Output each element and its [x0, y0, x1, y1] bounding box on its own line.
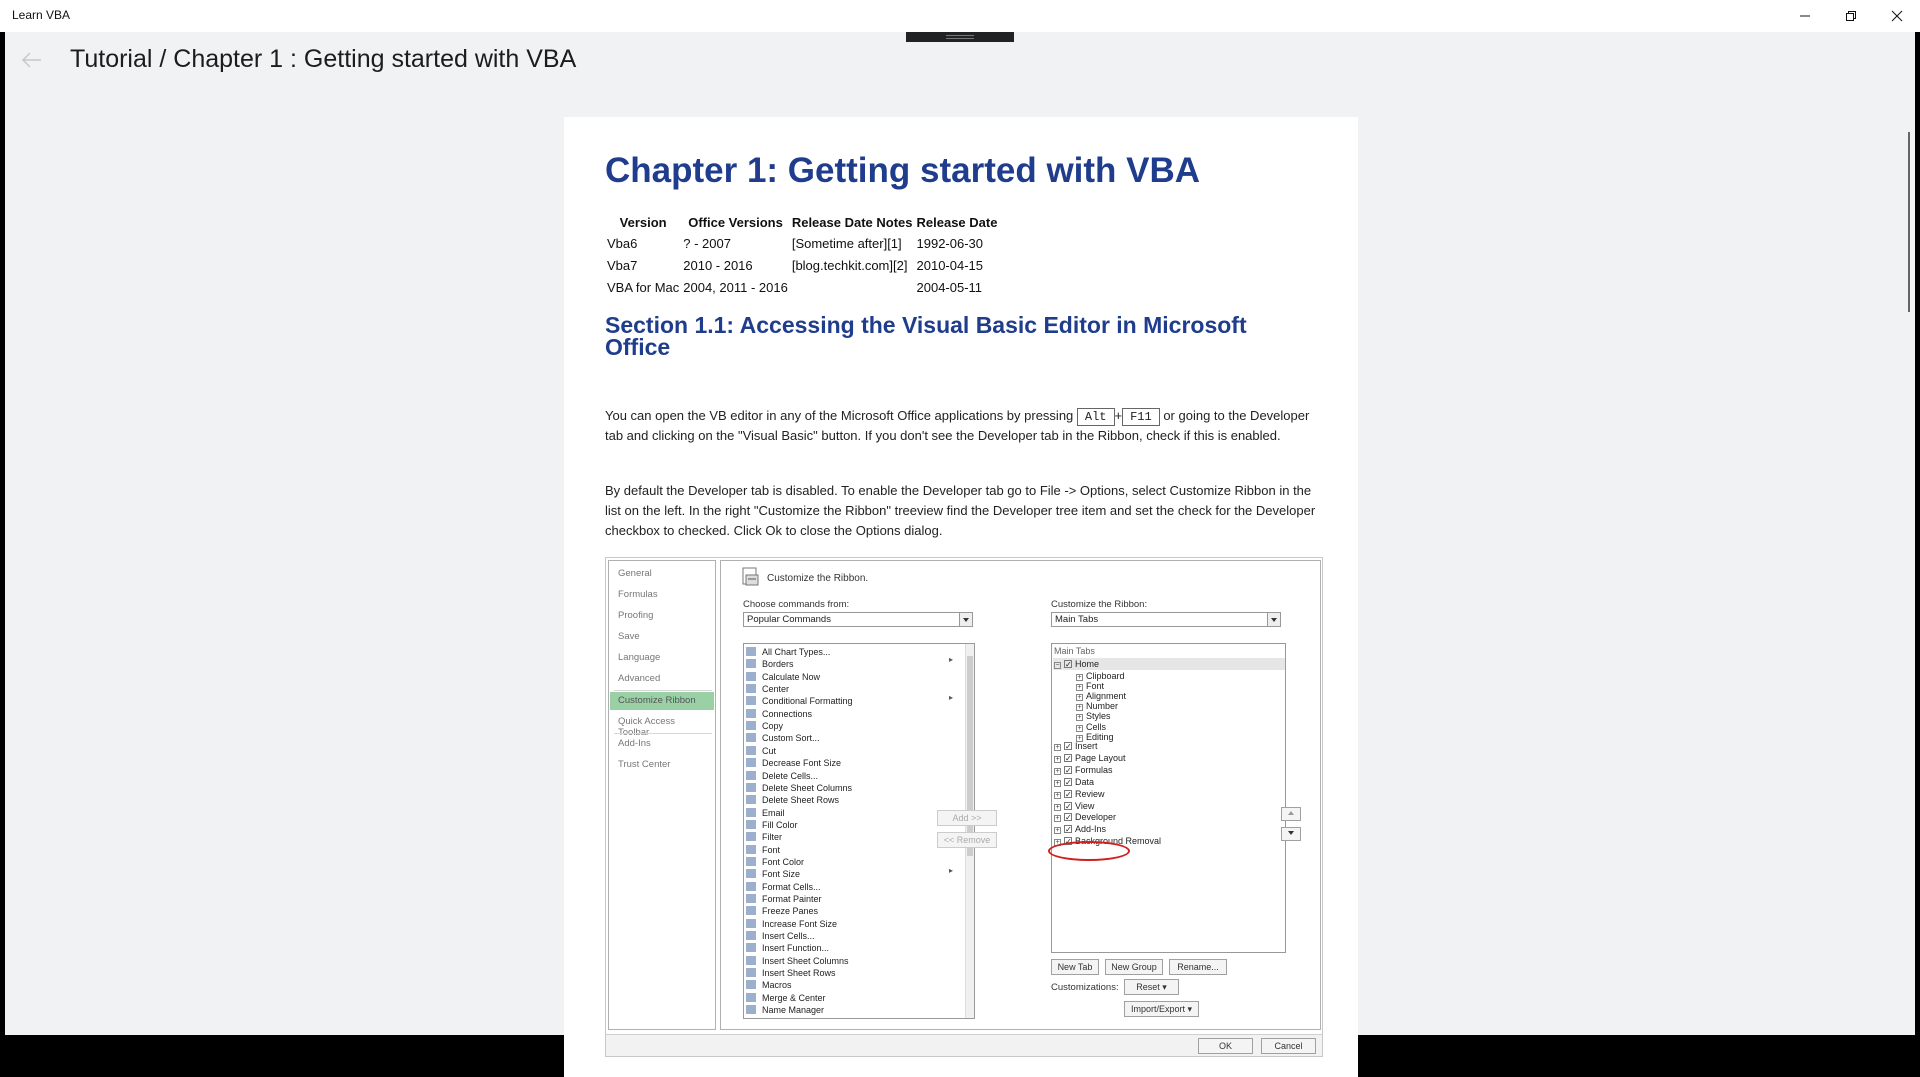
customize-ribbon-label: Customize the Ribbon: [1051, 599, 1148, 610]
command-icon [746, 857, 756, 866]
tree-label: Formulas [1075, 764, 1113, 775]
customize-ribbon-pane [720, 560, 1321, 1030]
ribbon-tree[interactable] [1051, 643, 1286, 953]
table-cell: 2010-04-15 [916, 257, 983, 273]
command-list-item[interactable] [746, 732, 946, 744]
category-item: Trust Center [618, 759, 671, 770]
command-icon [746, 956, 756, 965]
category-item: Advanced [618, 673, 661, 684]
expand-icon: + [1077, 684, 1082, 692]
commands-scrollbar[interactable] [965, 644, 974, 1018]
chevron-down-icon [959, 613, 972, 626]
new-tab-button[interactable]: New Tab [1051, 959, 1099, 975]
command-list-item[interactable] [746, 992, 946, 1004]
category-item: Quick Access [618, 716, 676, 727]
checkbox-checked[interactable]: ✓ [1065, 765, 1072, 775]
command-icon [746, 869, 756, 878]
column-header: Office Versions [688, 215, 783, 230]
expand-icon: + [1055, 791, 1060, 799]
checkbox-checked[interactable]: ✓ [1065, 801, 1072, 811]
tree-label: Styles [1086, 711, 1111, 722]
expand-icon: + [1077, 704, 1082, 712]
drag-handle-line [946, 38, 974, 39]
remove-button[interactable]: << Remove [937, 832, 997, 848]
command-label: Freeze Panes [762, 906, 819, 917]
chevron-down-icon [1267, 613, 1280, 626]
command-list-item[interactable] [746, 856, 946, 868]
command-label: Decrease Font Size [762, 758, 842, 769]
expand-icon: + [1055, 827, 1060, 835]
tree-tab-item[interactable] [1054, 823, 1106, 835]
tree-tab-item[interactable] [1054, 752, 1126, 764]
command-list-item[interactable] [746, 683, 946, 695]
command-list-item[interactable] [746, 844, 946, 856]
close-button[interactable] [1874, 0, 1920, 32]
customize-ribbon-dropdown[interactable] [1051, 612, 1281, 627]
close-icon [1891, 10, 1903, 22]
choose-commands-label: Choose commands from: [743, 599, 850, 610]
table-cell: Vba7 [607, 257, 638, 273]
command-label: Insert Sheet Columns [762, 955, 849, 966]
title-bar [0, 0, 1920, 32]
breadcrumb: Tutorial / Chapter 1 : Getting started with VBA [70, 45, 577, 73]
tree-tab-item[interactable] [1054, 740, 1098, 752]
customize-ribbon-heading: Customize the Ribbon. [767, 573, 869, 584]
checkbox-checked[interactable]: ✓ [1065, 837, 1072, 847]
command-icon [746, 684, 756, 693]
command-label: Macros [762, 980, 792, 991]
command-icon [746, 943, 756, 952]
tree-tab-item[interactable] [1054, 764, 1113, 776]
command-icon [746, 783, 756, 792]
minimize-icon [1799, 10, 1811, 22]
command-label: Font Color [762, 856, 805, 867]
tree-label: Alignment [1086, 691, 1127, 702]
minimize-button[interactable] [1782, 0, 1828, 32]
drag-handle-line [946, 35, 974, 36]
command-list-item[interactable] [746, 955, 946, 967]
command-label: Merge & Center [762, 992, 826, 1003]
tree-tab-item[interactable] [1054, 811, 1116, 823]
command-label: Copy [762, 721, 784, 732]
tree-header: Main Tabs [1054, 646, 1095, 656]
submenu-arrow-icon: ▸ [949, 655, 954, 664]
command-label: Insert Sheet Rows [762, 968, 836, 979]
command-icon [746, 733, 756, 742]
command-icon [746, 746, 756, 755]
command-list-item[interactable] [746, 905, 946, 917]
command-icon [746, 672, 756, 681]
table-cell: 1992-06-30 [916, 235, 983, 251]
alt-key: Alt [1077, 408, 1115, 426]
command-list-item[interactable] [746, 807, 946, 819]
expand-icon: + [1055, 839, 1060, 847]
command-list-item[interactable] [746, 782, 946, 794]
paragraph-text: You can open the VB editor in any of the Microsoft Office applications by pressing [605, 408, 1077, 423]
command-list-item[interactable] [746, 930, 946, 942]
expand-icon: + [1077, 694, 1082, 702]
command-list-item[interactable] [746, 695, 946, 707]
paragraph-vb-editor [605, 406, 1330, 446]
table-row [605, 232, 999, 254]
command-list-item[interactable] [746, 708, 946, 720]
add-button[interactable]: Add >> [937, 810, 997, 826]
expand-icon: + [1077, 714, 1082, 722]
expand-icon: + [1077, 674, 1082, 681]
command-icon [746, 771, 756, 780]
chapter-heading: Chapter 1: Getting started with VBA [605, 151, 1201, 190]
table-row [605, 254, 999, 276]
tree-tab-item[interactable] [1054, 800, 1094, 812]
restore-icon [1845, 10, 1857, 22]
category-item-selected: Customize Ribbon [610, 692, 714, 710]
command-list-item[interactable] [746, 881, 946, 893]
command-icon [746, 931, 756, 940]
expand-icon: + [1077, 734, 1082, 742]
command-icon [746, 795, 756, 804]
command-list-item[interactable] [746, 868, 946, 880]
tree-label: Data [1075, 776, 1095, 787]
choose-commands-value: Popular Commands [747, 614, 831, 625]
plus-sign: + [1114, 408, 1123, 423]
expand-icon: + [1055, 803, 1060, 811]
arrow-down-icon [1286, 828, 1296, 838]
document-page [564, 117, 1358, 1077]
section-heading: Section 1.1: Accessing the Visual Basic Editor in Microsoft Office [605, 312, 1247, 360]
tree-label: Editing [1086, 731, 1114, 742]
command-label: Delete Sheet Rows [762, 795, 840, 806]
command-list-item[interactable] [746, 967, 946, 979]
move-down-button[interactable] [1281, 827, 1301, 841]
expand-icon: + [1055, 755, 1060, 763]
category-item: Proofing [618, 610, 654, 621]
category-separator [614, 733, 712, 734]
command-icon [746, 993, 756, 1002]
category-item: General [618, 568, 652, 579]
table-cell: 2010 - 2016 [683, 257, 753, 273]
drag-handle[interactable] [906, 32, 1014, 42]
command-list-item[interactable] [746, 819, 946, 831]
command-label: Format Painter [762, 894, 822, 904]
table-row [605, 276, 999, 298]
checkbox-checked[interactable]: ✓ [1065, 777, 1072, 787]
command-icon [746, 808, 756, 817]
tree-label: Page Layout [1075, 752, 1126, 763]
column-header: Version [619, 215, 667, 230]
command-label: Custom Sort... [762, 733, 820, 744]
checkbox-checked[interactable]: ✓ [1065, 753, 1072, 763]
command-list-item[interactable] [746, 770, 946, 782]
command-icon [746, 758, 756, 767]
checkbox-checked[interactable]: ✓ [1065, 789, 1072, 799]
tree-label: Background Removal [1075, 836, 1162, 847]
tree-label: Developer [1075, 812, 1117, 823]
table-cell: 2004-05-11 [916, 279, 983, 295]
paragraph-developer-tab: By default the Developer tab is disabled. To enable the Developer tab go to File -> Options, select Customize Ribbon in the list on the left. In the right "Customize the Ribbon" treeview find the Developer tree item and set the check for the Developer checkbox to checked. Click Ok to close the Options dialog. [605, 483, 1316, 538]
tree-label: View [1075, 800, 1095, 811]
command-list-item[interactable] [746, 646, 946, 658]
submenu-arrow-icon: ▸ [949, 866, 954, 875]
command-label: Connections [762, 708, 813, 719]
table-header-row [605, 213, 999, 232]
command-list-item[interactable] [746, 745, 946, 757]
command-label: Delete Sheet Columns [762, 782, 853, 793]
command-icon [746, 1005, 756, 1014]
command-label: Font [762, 844, 781, 855]
reset-dropdown-button[interactable]: Reset ▾ [1124, 979, 1179, 995]
f11-key: F11 [1122, 408, 1160, 426]
command-label: Insert Function... [762, 943, 830, 954]
expand-icon: + [1055, 767, 1060, 775]
command-label: Conditional Formatting [762, 696, 853, 707]
command-list-item[interactable] [746, 658, 946, 670]
command-label: Fill Color [762, 819, 798, 830]
customize-ribbon-value: Main Tabs [1055, 614, 1099, 625]
command-icon [746, 845, 756, 854]
expand-icon: + [1055, 779, 1060, 787]
command-label: Increase Font Size [762, 918, 838, 929]
submenu-arrow-icon: ▸ [949, 693, 954, 702]
command-icon [746, 721, 756, 730]
command-list-item[interactable] [746, 1004, 946, 1016]
command-icon [746, 696, 756, 705]
tree-label: Font [1086, 681, 1105, 692]
choose-commands-dropdown[interactable] [743, 612, 973, 627]
table-cell: [Sometime after][1] [791, 235, 902, 251]
command-label: Insert Cells... [762, 931, 815, 942]
command-list-item[interactable] [746, 671, 946, 683]
tree-label: Insert [1075, 741, 1098, 751]
table-cell [790, 276, 915, 298]
page-scrollbar[interactable] [1908, 132, 1910, 312]
command-list-item[interactable] [746, 893, 946, 905]
highlight-circle [1048, 841, 1130, 861]
command-label: Borders [762, 659, 794, 670]
expand-icon: + [1055, 815, 1060, 823]
content-frame [5, 32, 1915, 1051]
command-icon [746, 647, 756, 656]
column-header: Release Date Notes [791, 215, 913, 230]
command-list-item[interactable] [746, 979, 946, 991]
command-icon [746, 894, 756, 903]
command-icon [746, 968, 756, 977]
paragraph-text: or going to the Developer tab and clicking on the "Visual Basic" button. If you don't see the Developer tab in the Ribbon, check if this is enabled. [605, 408, 1310, 443]
tree-label: Review [1075, 788, 1105, 799]
scroll-thumb[interactable] [967, 656, 973, 856]
new-group-button[interactable]: New Group [1105, 959, 1163, 975]
back-arrow-icon [17, 46, 45, 74]
back-button[interactable] [17, 46, 45, 74]
cancel-button[interactable]: Cancel [1261, 1038, 1316, 1054]
command-label: Font Size [762, 869, 801, 880]
checkbox-checked[interactable]: ✓ [1065, 813, 1072, 823]
app-title: Learn VBA [12, 8, 71, 22]
customize-ribbon-icon [741, 567, 761, 587]
table-cell: 2004, 2011 - 2016 [683, 279, 788, 295]
options-category-list [608, 560, 716, 1030]
tree-item-home[interactable] [1054, 658, 1099, 670]
command-label: All Chart Types... [762, 647, 831, 657]
command-list-item[interactable] [746, 720, 946, 732]
tree-label: Number [1086, 701, 1119, 712]
category-separator [614, 690, 712, 691]
arrow-up-icon [1286, 808, 1296, 818]
tree-label: Home [1075, 659, 1100, 669]
import-export-dropdown-button[interactable]: Import/Export ▾ [1124, 1001, 1199, 1017]
checkbox-checked[interactable]: ✓ [1065, 660, 1072, 669]
table-cell: [blog.techkit.com][2] [791, 257, 908, 273]
versions-table [605, 213, 999, 298]
command-label: Filter [762, 832, 782, 843]
command-icon [746, 659, 756, 668]
options-dialog-screenshot [605, 557, 1323, 1057]
table-cell: VBA for Mac [607, 279, 680, 295]
table-cell: Vba6 [607, 235, 638, 251]
commands-list[interactable] [743, 643, 975, 1019]
checkbox-checked[interactable]: ✓ [1065, 742, 1072, 751]
command-icon [746, 906, 756, 915]
command-list-item[interactable] [746, 942, 946, 954]
command-label: Email [762, 807, 785, 818]
tree-label: Add-Ins [1075, 824, 1107, 835]
restore-button[interactable] [1828, 0, 1874, 32]
category-item: Language [618, 652, 661, 663]
command-label: Delete Cells... [762, 770, 819, 781]
command-list-item[interactable] [746, 918, 946, 930]
command-icon [746, 832, 756, 841]
ok-button[interactable]: OK [1198, 1038, 1253, 1054]
command-label: Name Manager [762, 1005, 825, 1016]
command-icon [746, 919, 756, 928]
move-up-button[interactable] [1281, 807, 1301, 821]
tree-tab-item[interactable] [1054, 788, 1105, 800]
command-label: Format Cells... [762, 881, 821, 892]
category-item: Formulas [618, 589, 658, 600]
command-list-item[interactable] [746, 757, 946, 769]
command-label: Cut [762, 745, 777, 756]
category-item: Save [618, 631, 640, 642]
category-item: Add-Ins [618, 738, 651, 749]
command-label: Calculate Now [762, 671, 821, 682]
checkbox-checked[interactable]: ✓ [1065, 825, 1072, 835]
tree-label: Clipboard [1086, 671, 1125, 681]
command-list-item[interactable] [746, 794, 946, 806]
command-list-item[interactable] [746, 831, 946, 843]
command-icon [746, 882, 756, 891]
tree-tab-item[interactable] [1054, 776, 1094, 788]
customizations-label: Customizations: [1051, 982, 1119, 993]
dialog-button-bar [606, 1034, 1322, 1056]
collapse-icon: − [1055, 662, 1060, 669]
expand-icon: + [1077, 724, 1082, 732]
column-header: Release Date [916, 215, 998, 230]
table-cell: ? - 2007 [683, 235, 731, 251]
command-icon [746, 820, 756, 829]
command-icon [746, 709, 756, 718]
rename-button[interactable]: Rename... [1169, 959, 1227, 975]
command-label: Center [762, 684, 790, 695]
tree-label: Cells [1086, 721, 1107, 732]
expand-icon: + [1055, 744, 1060, 751]
command-icon [746, 980, 756, 989]
